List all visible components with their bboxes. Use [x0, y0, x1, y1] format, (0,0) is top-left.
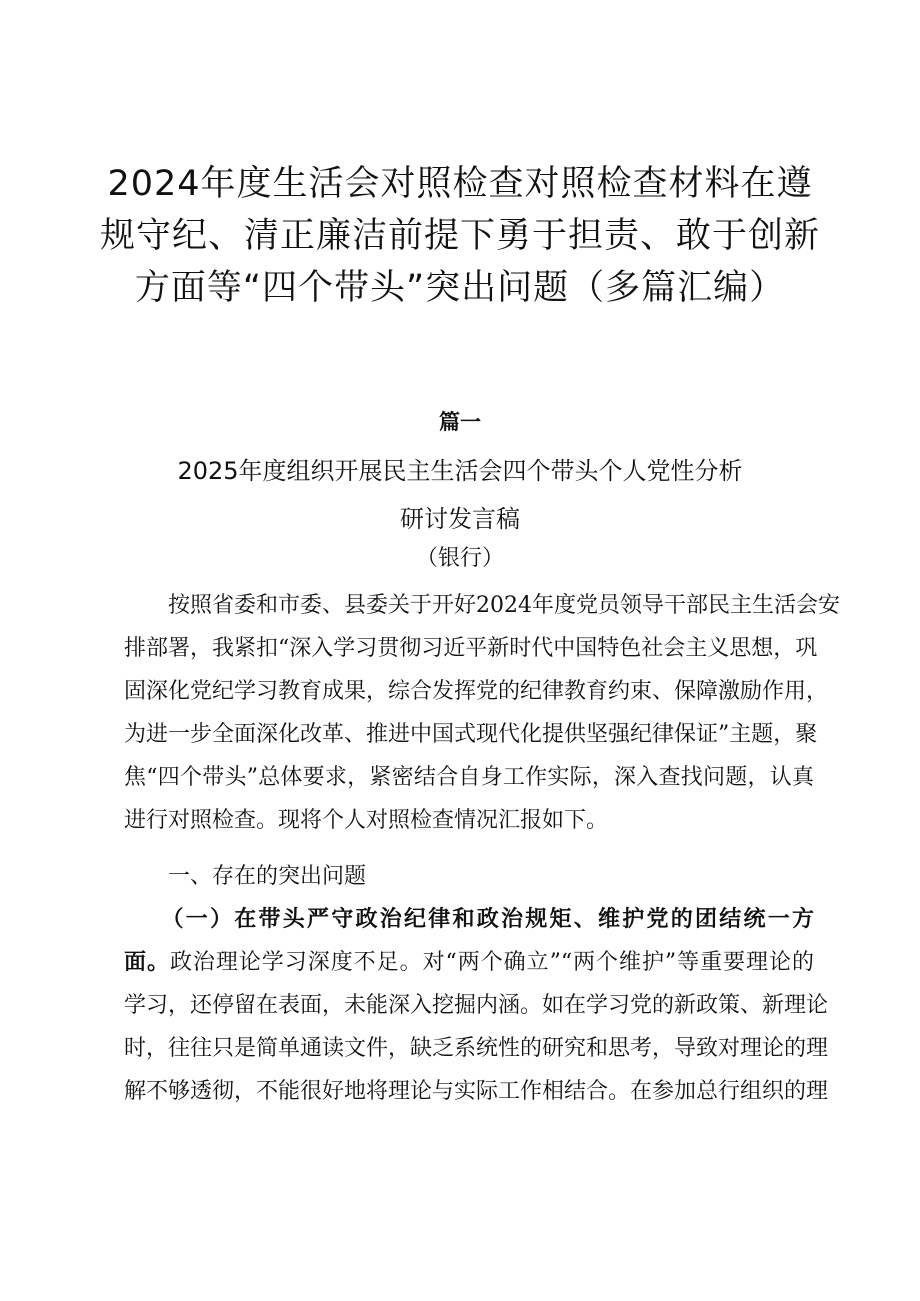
paragraph-line [124, 941, 814, 984]
part-label: 篇一 [439, 410, 481, 434]
speech-title [100, 447, 820, 543]
organization-label: （银行） [415, 546, 504, 571]
paragraph-line: 时，往往只是简单通读文件，缺乏系统性的研究和思考，导致对理论的理 [124, 1036, 829, 1061]
intro-paragraph [124, 584, 840, 842]
paragraph-line: 解不够透彻，不能很好地将理论与实际工作相结合。在参加总行组织的理 [124, 1079, 829, 1104]
paragraph-line: 进行对照检查。现将个人对照检查情况汇报如下。 [124, 808, 609, 833]
title-line: 2024年度生活会对照检查对照检查材料在遵 [107, 164, 813, 204]
speech-title-line: 2025年度组织开展民主生活会四个带头个人党性分析 [177, 457, 743, 485]
paragraph-line: 为进一步全面深化改革、推进中国式现代化提供坚强纪律保证”主题，聚 [124, 722, 818, 747]
paragraph-line: 固深化党纪学习教育成果，综合发挥党的纪律教育约束、保障激励作用， [124, 679, 829, 704]
subsection-heading-line: （一）在带头严守政治纪律和政治规矩、维护党的团结统一方 [124, 906, 814, 932]
section-heading: 一、存在的突出问题 [168, 864, 367, 889]
paragraph-line: 学习，还停留在表面，未能深入挖掘内涵。如在学习党的新政策、新理论 [124, 993, 829, 1018]
subsection-heading-end: 面。 [124, 949, 170, 975]
title-line: 规守纪、清正廉洁前提下勇于担责、敢于创新 [100, 216, 821, 256]
paragraph-line: 按照省委和市委、县委关于开好2024年度党员领导干部民主生活会安 [124, 593, 840, 618]
paragraph-line: 焦“四个带头”总体要求，紧密结合自身工作实际，深入查找问题，认真 [124, 765, 814, 790]
title-line: 方面等“四个带头”突出问题（多篇汇编） [134, 268, 786, 308]
speech-title-line: 研讨发言稿 [400, 505, 520, 533]
document-title [100, 158, 820, 314]
paragraph-line: 排部署，我紧扣“深入学习贯彻习近平新时代中国特色社会主义思想，巩 [124, 636, 818, 661]
paragraph-text: 政治理论学习深度不足。对“两个确立”“两个维护”等重要理论的 [169, 950, 814, 975]
section-paragraph [124, 898, 829, 1113]
